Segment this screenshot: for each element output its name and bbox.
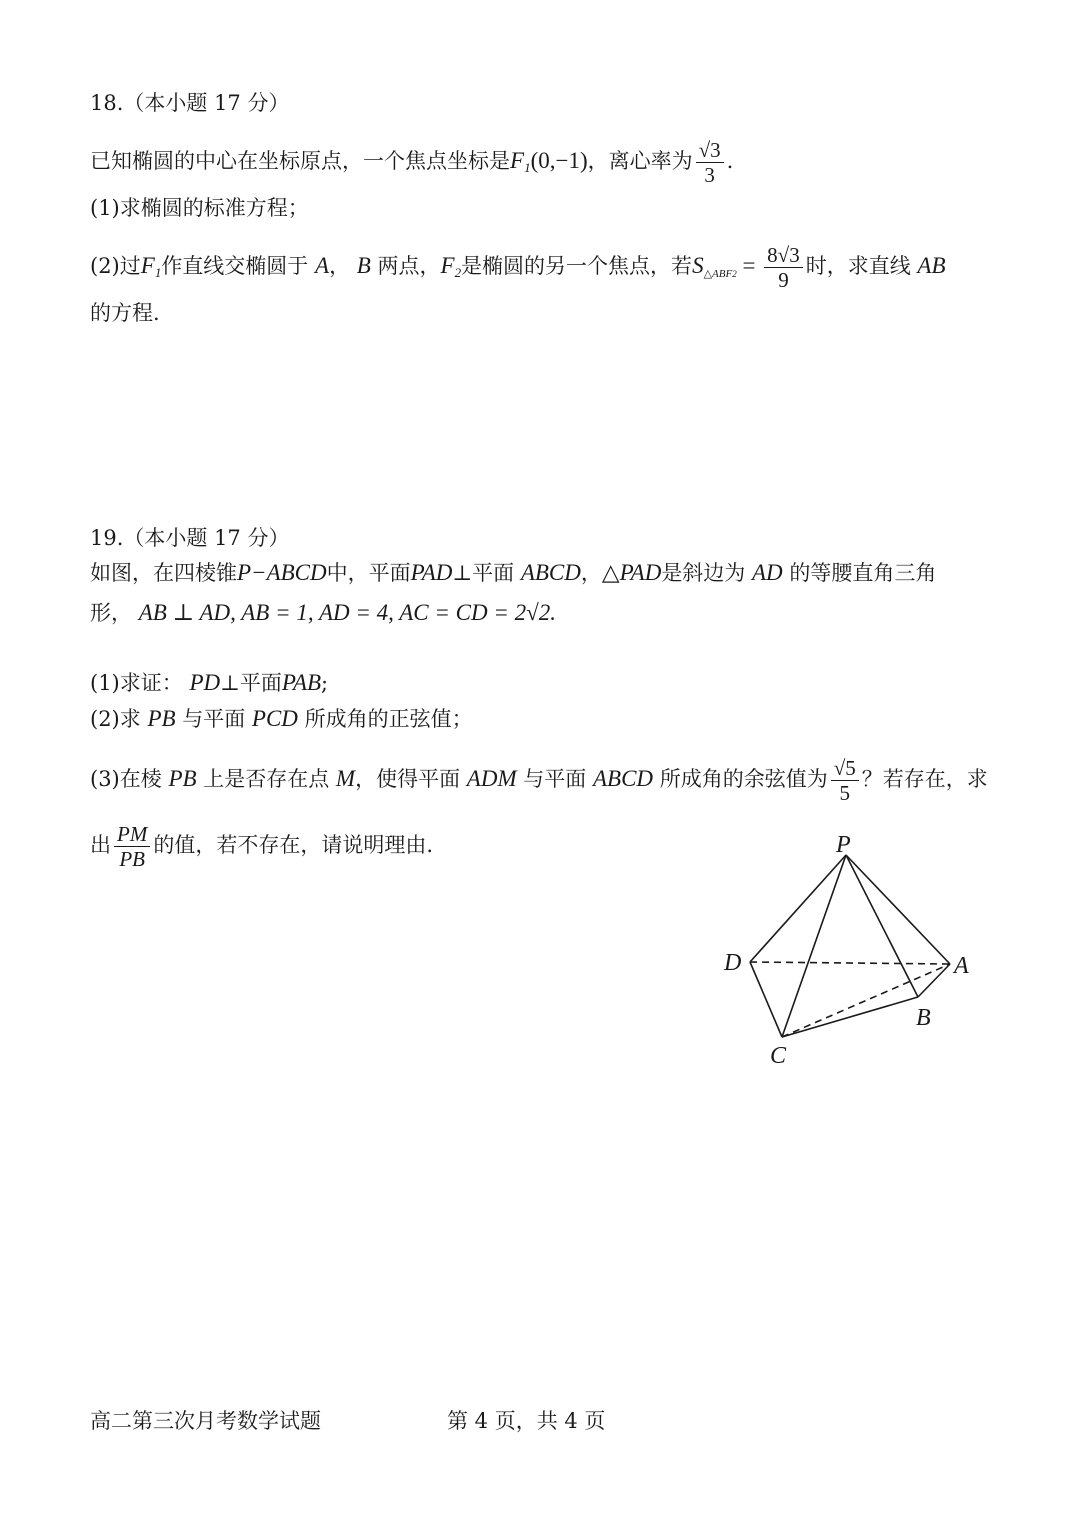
q19-stem-text: 如图，在四棱锥 [90, 561, 237, 585]
q18-part2-text-d: 两点， [377, 254, 441, 278]
plane-pab: PAB [281, 670, 322, 695]
plane-abcd: ABCD [520, 560, 581, 585]
label-d: D [724, 950, 742, 976]
footer-page-number: 第 4 页，共 4 页 [447, 1409, 606, 1433]
point-a: A [315, 253, 330, 278]
edge-dc [750, 962, 782, 1037]
segment-pb: PB [147, 706, 176, 731]
q18-part2-text-f: 时，求直线 [805, 254, 911, 278]
q19-part3-text-f: ？若存在，求 [861, 767, 988, 791]
q18-part2 [90, 243, 946, 292]
q19-part3-text-e: 所成角的余弦值为 [659, 767, 828, 791]
edge-cb [782, 997, 918, 1037]
plane-abcd-2: ABCD [592, 766, 654, 791]
q19-part3 [90, 756, 988, 805]
q18-header: 18.（本小题 17 分） [90, 91, 290, 115]
line-ab: AB [917, 253, 946, 278]
q19-stem-cont [90, 598, 556, 628]
eccentricity-fraction: $\frac{√3}{3}$ [696, 138, 724, 187]
f2-label: $F_2$ [440, 253, 462, 280]
area-fraction: $\frac{8√3}{9}$ [764, 243, 803, 292]
equals-sign: = [736, 253, 762, 278]
segment-pb-2: PB [168, 766, 197, 791]
pyramid-figure [710, 825, 1010, 1085]
q19-part2-text: (2)求 [90, 707, 141, 731]
q19-part1-text: (1)求证： [90, 671, 183, 695]
pyramid-label: P−ABCD [237, 560, 327, 585]
edge-pd [750, 855, 846, 962]
plane-pad: PAD [410, 560, 453, 585]
q19-stem-text-4: 是斜边为 [661, 561, 746, 585]
segment-pd: PD [189, 670, 221, 695]
q19-part3-text-d: 与平面 [523, 767, 587, 791]
point-m: M [335, 766, 356, 791]
f1-coordinates: (0,−1) [530, 148, 588, 173]
q18-stem [90, 138, 733, 187]
q18-part1: (1)求椭圆的标准方程； [90, 196, 309, 220]
f1-label: $F_1$ [510, 148, 531, 175]
q18-stem-text: 已知椭圆的中心在坐标原点，一个焦点坐标是 [90, 149, 510, 173]
q19-part1-end: ; [321, 671, 329, 695]
edge-pb [846, 855, 918, 997]
q19-part3-text-h: 的值，若不存在，请说明理由. [153, 833, 434, 857]
edge-pc [782, 855, 846, 1037]
q18-stem-end: . [726, 149, 734, 173]
label-p: P [836, 832, 851, 858]
q18-part2-comma: ， [329, 254, 351, 278]
q19-part1-text-b: ⊥平面 [220, 671, 282, 695]
q19-stem-text-2: 中，平面 [326, 561, 411, 585]
footer-title: 高二第三次月考数学试题 [90, 1409, 321, 1433]
edge-ba [918, 964, 950, 997]
edge-da-dashed [750, 962, 950, 964]
label-b: B [916, 1005, 931, 1031]
perp-text: ⊥平面 [452, 561, 515, 585]
q19-header: 19.（本小题 17 分） [90, 526, 290, 550]
q19-part2 [90, 704, 473, 734]
q18-part2-text: (2)过 [90, 254, 141, 278]
f1-label-2: $F_1$ [140, 253, 162, 280]
plane-adm: ADM [466, 766, 517, 791]
q19-comma: ， [580, 561, 602, 585]
triangle-pad: △PAD [601, 560, 662, 585]
q18-part2-text-b: 作直线交椭圆于 [161, 254, 309, 278]
area-symbol: $S_{\triangle ABF2}$ [692, 253, 737, 280]
q19-part2-text-c: 所成角的正弦值； [304, 707, 473, 731]
plane-pcd: PCD [251, 706, 298, 731]
q18-part2-text-e: 是椭圆的另一个焦点，若 [461, 254, 693, 278]
label-a: A [954, 953, 969, 979]
cosine-fraction: $\frac{√5}{5}$ [831, 756, 859, 805]
q19-conditions: AB ⊥ AD, AB = 1, AD = 4, AC = CD = 2√2. [138, 600, 556, 625]
q18-part2-cont: 的方程. [90, 301, 160, 325]
q18-stem-text-2: ，离心率为 [587, 149, 693, 173]
q19-part3-cont [90, 822, 433, 871]
q19-part3-text-c: ，使得平面 [355, 767, 461, 791]
q19-part3-text-g: 出 [90, 833, 111, 857]
segment-ad: AD [752, 560, 783, 585]
q19-stem-text-6: 形， [90, 601, 132, 625]
q19-stem-text-5: 的等腰直角三角 [789, 561, 937, 585]
label-c: C [770, 1043, 787, 1069]
q19-part3-text: (3)在棱 [90, 767, 162, 791]
point-b: B [356, 253, 371, 278]
ratio-fraction: $\frac{PM}{PB}$ [114, 822, 150, 871]
q19-part1 [90, 668, 328, 698]
edge-pa [846, 855, 950, 964]
q19-part3-text-b: 上是否存在点 [203, 767, 330, 791]
q19-stem [90, 558, 936, 588]
q19-part2-text-b: 与平面 [182, 707, 246, 731]
